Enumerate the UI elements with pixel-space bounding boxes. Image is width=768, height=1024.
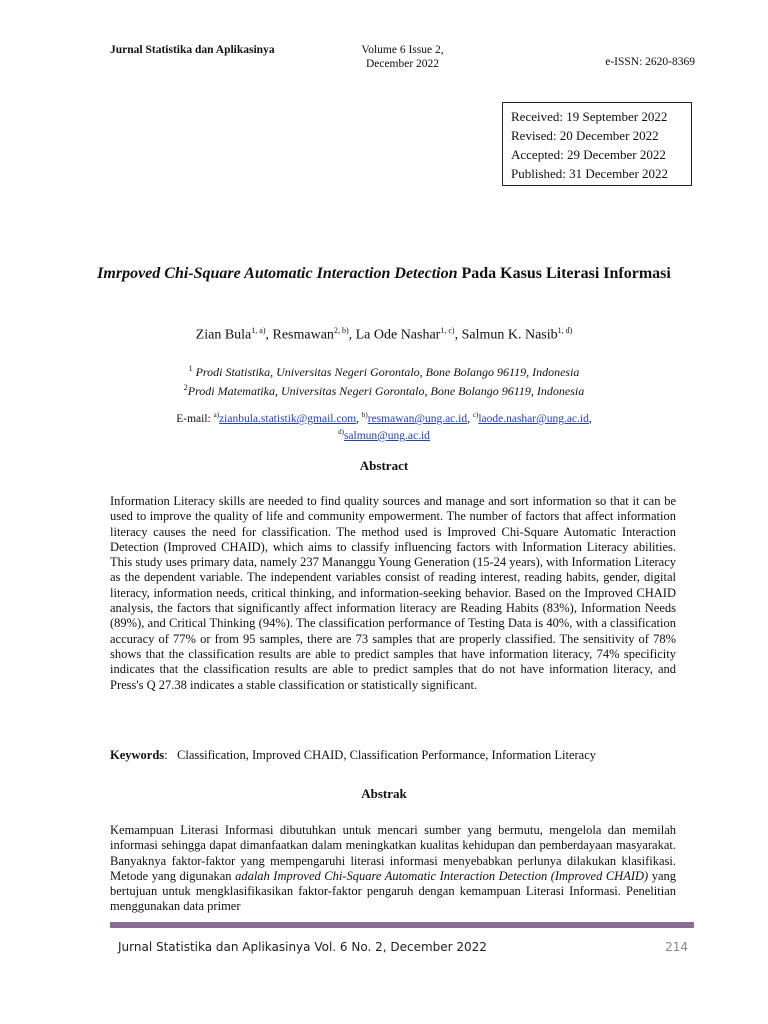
published-date: Published: 31 December 2022 xyxy=(511,166,669,181)
journal-name: Jurnal Statistika dan Aplikasinya xyxy=(110,44,275,56)
volume-line: Volume 6 Issue 2, xyxy=(361,44,444,56)
author-name: La Ode Nashar xyxy=(355,327,441,343)
email-link-b[interactable]: resmawan@ung.ac.id xyxy=(367,412,468,425)
keywords: Keywords: Classification, Improved CHAID, Classification Performance, Information Literacy xyxy=(110,748,597,762)
email-label: E-mail: xyxy=(176,412,214,425)
abstrak-heading: Abstrak xyxy=(361,786,407,801)
author-list: Zian Bula$^{1, a)}$, Resmawan$^{2, b)}$, La Ode Nashar$^{1, c)}$, Salmun K. Nasib$^{1, d)}$ xyxy=(195,326,573,343)
title-normal: Pada Kasus Literasi Informasi xyxy=(457,265,671,282)
affiliation-2: $^2$Prodi Matematika, Universitas Negeri Gorontalo, Bone Bolango 96119, Indonesia xyxy=(183,383,585,398)
abstract-heading: Abstract xyxy=(359,458,409,473)
affiliation-1: $^1$ Prodi Statistika, Universitas Negeri Gorontalo, Bone Bolango 96119, Indonesia xyxy=(188,364,580,379)
abstrak-text: Kemampuan Literasi Informasi dibutuhkan untuk mencari sumber yang bermutu, mengelola dan memilah informasi sehingga dapat dimanfaatkan dalam meningkatkan kualitas kehidupan dan pemberdayaan masyarakat. Banyaknya faktor-faktor yang mempengaruhi literasi informasi menyebabkan perlunya dilakukan klasifikasi. Metode yang digunakan adalah Improved Chi-Square Automatic Interaction Detection (Improved CHAID) yang bertujuan untuk mengklasifikasikan faktor-faktor pengaruh dengan kemampuan Literasi Informasi. Penelitian menggunakan data primer xyxy=(110,823,676,914)
accepted-date: Accepted: 29 December 2022 xyxy=(511,147,666,162)
footer-text: Jurnal Statistika dan Aplikasinya Vol. 6 No. 2, December 2022 xyxy=(118,940,487,954)
submission-dates-box xyxy=(502,102,692,186)
author-name: Zian Bula xyxy=(195,327,252,343)
author-name: Salmun K. Nasib xyxy=(461,327,558,343)
issn: e-ISSN: 2620-8369 xyxy=(605,56,695,68)
month-line: December 2022 xyxy=(365,58,440,70)
author-name: Resmawan xyxy=(272,327,334,343)
affiliations xyxy=(90,361,678,399)
paper-title xyxy=(90,264,678,284)
email-link-a[interactable]: zianbula.statistik@gmail.com xyxy=(219,412,357,425)
email-block: E-mail: $^{a)}$zianbula.statistik@gmail.com, $^{b)}$resmawan@ung.ac.id, $^{c)}$laode.nashar@ung.ac.id, $^{d)}$salmun@ung.ac.id xyxy=(176,411,592,442)
keywords-text: Classification, Improved CHAID, Classification Performance, Information Literacy xyxy=(177,748,597,762)
author-sup: 1, a) xyxy=(251,326,266,335)
abstract-text: Information Literacy skills are needed to find quality sources and manage and sort information so that it can be used to improve the quality of life and community empowerment. The number of factors that affect information literacy causes the need for classification. The method used is Improved Chi-Square Automatic Interaction Detection (Improved CHAID), which aims to classify influencing factors with Information Literacy abilities. This study uses primary data, namely 237 Mananggu Young Generation (15-24 years), with Information Literacy as the dependent variable. The independent variables consist of reading interest, reading habits, gender, digital literacy, information needs, critical thinking, and information-seeking behavior. Based on the Improved CHAID analysis, the factors that significantly affect information literacy are Reading Habits (83%), Information Needs (89%), and Critical Thinking (94%). The classification performance of Testing Data is 40%, with a classification accuracy of 77% or from 95 samples, there are 73 samples that are properly classified. The sensitivity of 78% shows that the classification results are able to predict samples that have information literacy, 74% specificity indicates that the classification results are able to predict samples that do not have information literacy, and Press's Q 27.38 indicates a stable classification or statistically significant. xyxy=(110,494,676,692)
page-number: 214 xyxy=(665,940,688,954)
author-sup: 1, d) xyxy=(557,326,573,335)
author-sup: 1, c) xyxy=(440,326,455,335)
keywords-label: Keywords xyxy=(110,748,165,762)
footer-rule xyxy=(110,922,694,928)
title-italic: Imrpoved Chi-Square Automatic Interaction Detection xyxy=(97,265,458,282)
volume-info xyxy=(330,43,475,71)
revised-date: Revised: 20 December 2022 xyxy=(511,128,659,143)
received-date: Received: 19 September 2022 xyxy=(511,109,668,124)
author-sup: 2, b) xyxy=(333,326,349,335)
email-link-c[interactable]: laode.nashar@ung.ac.id xyxy=(478,412,589,425)
email-link-d[interactable]: salmun@ung.ac.id xyxy=(343,429,430,442)
